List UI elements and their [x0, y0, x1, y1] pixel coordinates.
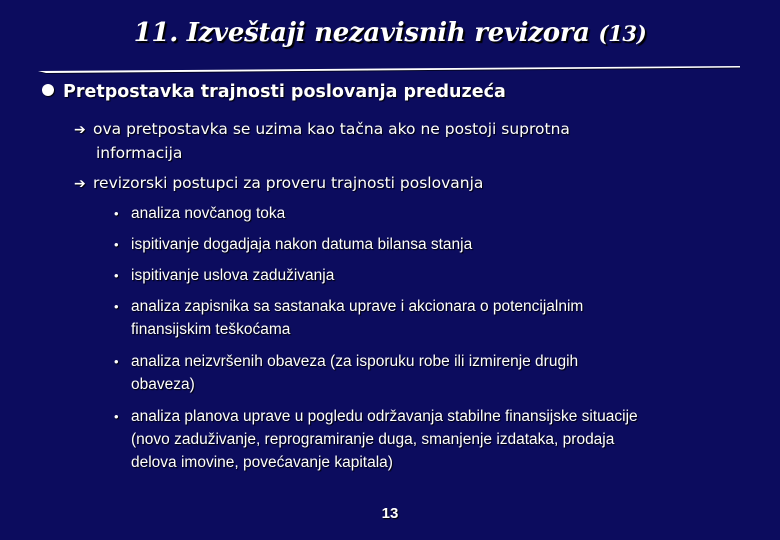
sub-point — [74, 172, 714, 196]
list-item — [114, 202, 744, 225]
slide-title-number: (13) — [598, 21, 647, 46]
list-item — [114, 233, 744, 256]
main-point-text: Pretpostavka trajnosti poslovanja preduzeća — [63, 82, 506, 102]
right-arrow-icon: ➔ — [74, 122, 86, 138]
slide-title — [0, 18, 780, 48]
list-item-text: analiza novčanog toka — [131, 205, 286, 222]
main-point — [42, 82, 506, 102]
sub-point-text: ova pretpostavka se uzima kao tačna ako ne postoji suprotna — [93, 120, 570, 138]
list-item-text-continued: delova imovine, povećavanje kapitala) — [131, 454, 393, 471]
slide-title-text: 11. Izveštaji nezavisnih revizora — [133, 18, 599, 48]
list-item-text: ispitivanje uslova zaduživanja — [131, 267, 335, 284]
list-item-text: analiza zapisnika sa sastanaka uprave i akcionara o potencijalnim — [131, 298, 584, 315]
list-item — [114, 295, 744, 341]
list-item — [114, 350, 744, 396]
sub-point-text-continued: informacija — [96, 144, 183, 162]
small-dot-icon: • — [114, 206, 119, 221]
title-underline — [38, 64, 740, 74]
list-item — [114, 405, 744, 474]
sub-point — [74, 118, 714, 165]
right-arrow-icon: ➔ — [74, 176, 86, 192]
small-dot-icon: • — [114, 354, 119, 369]
list-item-text-continued: finansijskim teškoćama — [131, 321, 291, 338]
small-dot-icon: • — [114, 409, 119, 424]
small-dot-icon: • — [114, 299, 119, 314]
list-item-text: ispitivanje dogadjaja nakon datuma bilansa stanja — [131, 236, 473, 253]
small-dot-icon: • — [114, 237, 119, 252]
list-item-text: analiza neizvršenih obaveza (za isporuku robe ili izmirenje drugih — [131, 353, 579, 370]
sub-point-text: revizorski postupci za proveru trajnosti poslovanja — [93, 174, 484, 192]
list-item-text-continued: (novo zaduživanje, reprogramiranje duga, smanjenje izdataka, prodaja — [131, 431, 615, 448]
list-item-text-continued: obaveza) — [131, 376, 195, 393]
filled-circle-icon — [42, 84, 54, 96]
small-dot-icon: • — [114, 268, 119, 283]
list-item — [114, 264, 744, 287]
list-item-text: analiza planova uprave u pogledu održavanja stabilne finansijske situacije — [131, 408, 638, 425]
page-number: 13 — [381, 505, 399, 522]
